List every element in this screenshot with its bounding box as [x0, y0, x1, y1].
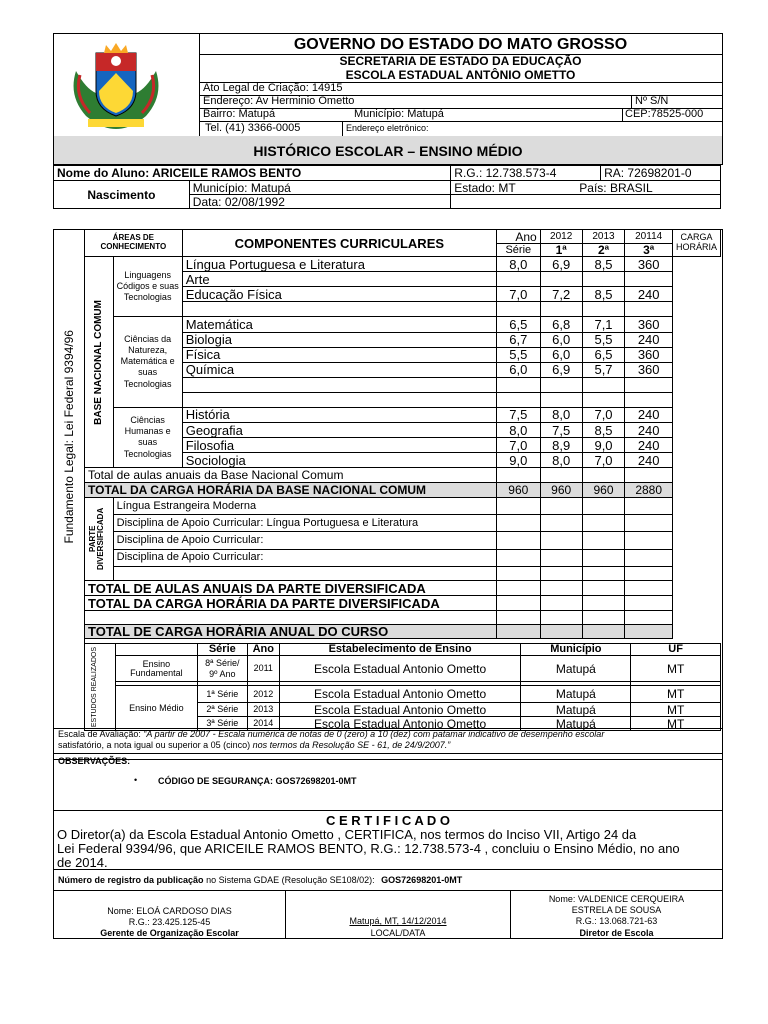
school-title: ESCOLA ESTADUAL ANTÔNIO OMETTO	[345, 68, 576, 82]
load-header: CARGA HORÁRIA	[673, 230, 721, 257]
grade-2	[540, 272, 582, 287]
total-load-base-total: 2880	[625, 483, 673, 498]
grade-1: 7,5	[496, 407, 540, 423]
header-block	[53, 33, 723, 137]
total-load-base: TOTAL DA CARGA HORÁRIA DA BASE NACIONAL COMUM	[85, 483, 497, 498]
student-rg: R.G.: 12.738.573-4	[451, 166, 601, 181]
grade-2	[540, 377, 582, 392]
grade-3: 8,5	[582, 287, 625, 302]
grade-2: 6,8	[540, 317, 582, 333]
subject-name: Biologia	[182, 332, 496, 347]
grade-3	[582, 392, 625, 407]
certificate-title: C E R T I F I C A D O	[326, 813, 450, 828]
total-load-div: TOTAL DA CARGA HORÁRIA DA PARTE DIVERSIFICADA	[85, 596, 497, 611]
load-value: 360	[625, 362, 673, 377]
series-2: 2ª	[582, 244, 625, 257]
grade-3	[582, 377, 625, 392]
legal-basis: Fundamento Legal: Lei Federal 9394/96	[62, 329, 76, 544]
load-value: 360	[625, 347, 673, 362]
grade-2: 6,9	[540, 362, 582, 377]
diversified-subject	[113, 566, 496, 580]
diversified-subject: Disciplina de Apoio Curricular: Língua Portuguesa e Literatura	[113, 515, 496, 532]
grade-1: 6,5	[496, 317, 540, 333]
diversified-subject: Disciplina de Apoio Curricular:	[113, 532, 496, 549]
ano-label: Ano	[496, 230, 540, 244]
certificate-box: C E R T I F I C A D O O Diretor(a) da Escola Estadual Antonio Ometto , CERTIFICA, nos termos do Inciso VII, Artigo 24 da Lei Federal 9394/96, que ARICEILE RAMOS BENTO, R.G.: 12.738.573-4 , concluiu o Ensino Médio, no ano de 2014.	[53, 810, 723, 870]
diversified-row	[85, 549, 721, 566]
load-value: 240	[625, 438, 673, 453]
grade-3: 7,0	[582, 453, 625, 468]
diversified-subject: Língua Estrangeira Moderna	[113, 498, 496, 515]
total-classes-div: TOTAL DE AULAS ANUAIS DA PARTE DIVERSIFICADA	[85, 581, 497, 596]
subject-name: Língua Portuguesa e Literatura	[182, 257, 496, 272]
grade-3: 9,0	[582, 438, 625, 453]
grade-2: 6,0	[540, 332, 582, 347]
document-title-bar	[53, 136, 723, 165]
subject-name	[182, 392, 496, 407]
diversified-row	[85, 498, 721, 515]
total-load-base-3: 960	[582, 483, 625, 498]
address-number: Nº S/N	[635, 95, 669, 107]
grade-1	[496, 377, 540, 392]
phone: Tel. (41) 3366-0005	[205, 122, 301, 134]
grade-3: 7,0	[582, 407, 625, 423]
city: Município: Matupá	[354, 108, 444, 120]
load-value: 240	[625, 287, 673, 302]
grade-3	[582, 302, 625, 317]
diversified-row	[85, 515, 721, 532]
evaluation-scale: Escala de Avaliação: “A partir de 2007 - Escala numérica de notas de 0 (zero) a 10 (dez) com patamar indicativo de desempenho escolar satisfatório, a nota igual ou superior a 05 (cinco) nos termos da Resolução SE - 61, de 24/9/2007.”	[53, 728, 723, 754]
grade-2: 6,0	[540, 347, 582, 362]
grade-1: 7,0	[496, 287, 540, 302]
ensino-fundamental: Ensino Fundamental	[115, 656, 197, 682]
grade-3: 6,5	[582, 347, 625, 362]
series-1: 1ª	[540, 244, 582, 257]
birth-label: Nascimento	[54, 181, 190, 209]
total-classes-base: Total de aulas anuais da Base Nacional Comum	[85, 468, 497, 483]
diversified-row	[85, 532, 721, 549]
government-title: GOVERNO DO ESTADO DO MATO GROSSO	[293, 36, 628, 53]
grade-1	[496, 272, 540, 287]
grade-1: 9,0	[496, 453, 540, 468]
load-value	[625, 377, 673, 392]
student-ra: RA: 72698201-0	[601, 166, 721, 181]
grade-1: 6,0	[496, 362, 540, 377]
load-value: 240	[625, 453, 673, 468]
grade-2: 7,2	[540, 287, 582, 302]
observations-box	[53, 753, 723, 811]
year-1: 2012	[540, 230, 582, 244]
email-label: Endereço eletrônico:	[346, 123, 429, 133]
subject-name: História	[182, 407, 496, 423]
cep: CEP:78525-000	[625, 108, 704, 120]
grade-row	[85, 257, 721, 272]
grade-2: 8,0	[540, 407, 582, 423]
diversified-row	[85, 566, 721, 580]
grade-3	[582, 272, 625, 287]
ensino-medio: Ensino Médio	[115, 686, 197, 731]
grade-row	[85, 317, 721, 333]
subject-name	[182, 302, 496, 317]
col-school: Estabelecimento de Ensino	[279, 644, 521, 656]
area-linguagens: Linguagens Códigos e suas Tecnologias	[113, 257, 182, 317]
subject-name: Arte	[182, 272, 496, 287]
grade-2	[540, 392, 582, 407]
series-3: 3ª	[625, 244, 673, 257]
security-code: CÓDIGO DE SEGURANÇA: GOS72698201-0MT	[158, 776, 357, 786]
col-city: Município	[521, 644, 631, 656]
observations-label: OBSERVAÇÕES:	[58, 756, 131, 766]
total-load-base-2: 960	[540, 483, 582, 498]
student-name: Nome do Aluno: ARICEILE RAMOS BENTO	[57, 166, 302, 180]
load-value	[625, 392, 673, 407]
subject-name: Educação Física	[182, 287, 496, 302]
grade-1	[496, 392, 540, 407]
grade-2: 8,0	[540, 453, 582, 468]
subject-name: Geografia	[182, 423, 496, 438]
subject-name: Química	[182, 362, 496, 377]
year-2: 2013	[582, 230, 625, 244]
subject-name: Física	[182, 347, 496, 362]
year-3: 20114	[625, 230, 673, 244]
load-value	[625, 272, 673, 287]
grade-1: 6,7	[496, 332, 540, 347]
grade-3: 5,5	[582, 332, 625, 347]
bullet-icon: •	[134, 775, 138, 785]
grade-2: 6,9	[540, 257, 582, 272]
birth-city: Município: Matupá	[189, 181, 451, 195]
total-course: TOTAL DE CARGA HORÁRIA ANUAL DO CURSO	[85, 625, 497, 639]
area-ciencias-humanas: Ciências Humanas e suas Tecnologias	[113, 407, 182, 468]
grade-row	[85, 407, 721, 423]
areas-header: ÁREAS DE CONHECIMENTO	[85, 230, 183, 257]
load-value: 240	[625, 332, 673, 347]
address: Endereço: Av Herminio Ometto	[203, 95, 355, 107]
signatures-box: Nome: ELOÁ CARDOSO DIAS R.G.: 23.425.125-45 Gerente de Organização Escolar Matupá, MT, 14/12/2014 LOCAL/DATA Nome: VALDENICE CERQUEIRA ESTRELA DE SOUSA R.G.: 13.068.721-63 Diretor de Escola	[53, 890, 723, 939]
components-header: COMPONENTES CURRICULARES	[182, 230, 496, 257]
subject-name	[182, 377, 496, 392]
subject-name: Matemática	[182, 317, 496, 333]
studies-label: ESTUDOS REALIZADOS	[90, 646, 98, 728]
load-value: 240	[625, 407, 673, 423]
grade-1: 8,0	[496, 257, 540, 272]
col-serie: Série	[197, 644, 247, 656]
grade-3: 7,1	[582, 317, 625, 333]
grade-1: 7,0	[496, 438, 540, 453]
birth-state: Estado: MT	[454, 180, 516, 195]
load-value: 240	[625, 423, 673, 438]
total-load-base-1: 960	[496, 483, 540, 498]
student-table	[53, 165, 721, 209]
studies-table: ESTUDOS REALIZADOS Série Ano Estabelecimento de Ensino Município UF Ensino Fundamental 8ª Série/ 9º Ano 2011 Escola Estadual Antonio Ometto Matupá MT Ensino Médio 1ª Série 2012 Escola Estadual Antonio Ometto Matupá MT 2ª Série 2013 Escola Estadual Antonio Ometto Matupá MT 3ª Série 2014 Escola Estadual Antonio Ometto Matupá MT	[84, 643, 721, 731]
grade-1: 5,5	[496, 347, 540, 362]
birth-date: Data: 02/08/1992	[189, 195, 451, 209]
grade-3: 8,5	[582, 423, 625, 438]
grades-table	[84, 229, 721, 639]
base-nacional-label: BASE NACIONAL COMUM	[92, 299, 104, 425]
document-title: HISTÓRICO ESCOLAR – ENSINO MÉDIO	[253, 143, 523, 159]
grade-2: 7,5	[540, 423, 582, 438]
load-value: 360	[625, 317, 673, 333]
diversified-subject: Disciplina de Apoio Curricular:	[113, 549, 496, 566]
load-value: 360	[625, 257, 673, 272]
area-ciencias-natureza: Ciências da Natureza, Matemática e suas Tecnologias	[113, 317, 182, 408]
grade-2: 8,9	[540, 438, 582, 453]
load-value	[625, 302, 673, 317]
grade-2	[540, 302, 582, 317]
grade-3: 8,5	[582, 257, 625, 272]
secretariat-title: SECRETARIA DE ESTADO DA EDUCAÇÃO	[339, 54, 582, 68]
registry-box: Número de registro da publicação no Sistema GDAE (Resolução SE108/02): GOS72698201-0MT	[53, 869, 723, 891]
col-uf: UF	[631, 644, 721, 656]
grade-1: 8,0	[496, 423, 540, 438]
subject-name: Sociologia	[182, 453, 496, 468]
serie-label: Série	[496, 244, 540, 257]
subject-name: Filosofia	[182, 438, 496, 453]
grade-3: 5,7	[582, 362, 625, 377]
state-coat-of-arms	[66, 41, 166, 131]
col-ano: Ano	[247, 644, 279, 656]
birth-country: País: BRASIL	[579, 181, 653, 195]
grade-1	[496, 302, 540, 317]
district: Bairro: Matupá	[203, 108, 276, 120]
creation-act: Ato Legal de Criação: 14915	[203, 82, 343, 94]
diversified-label: PARTE DIVERSIFICADA	[87, 507, 105, 571]
